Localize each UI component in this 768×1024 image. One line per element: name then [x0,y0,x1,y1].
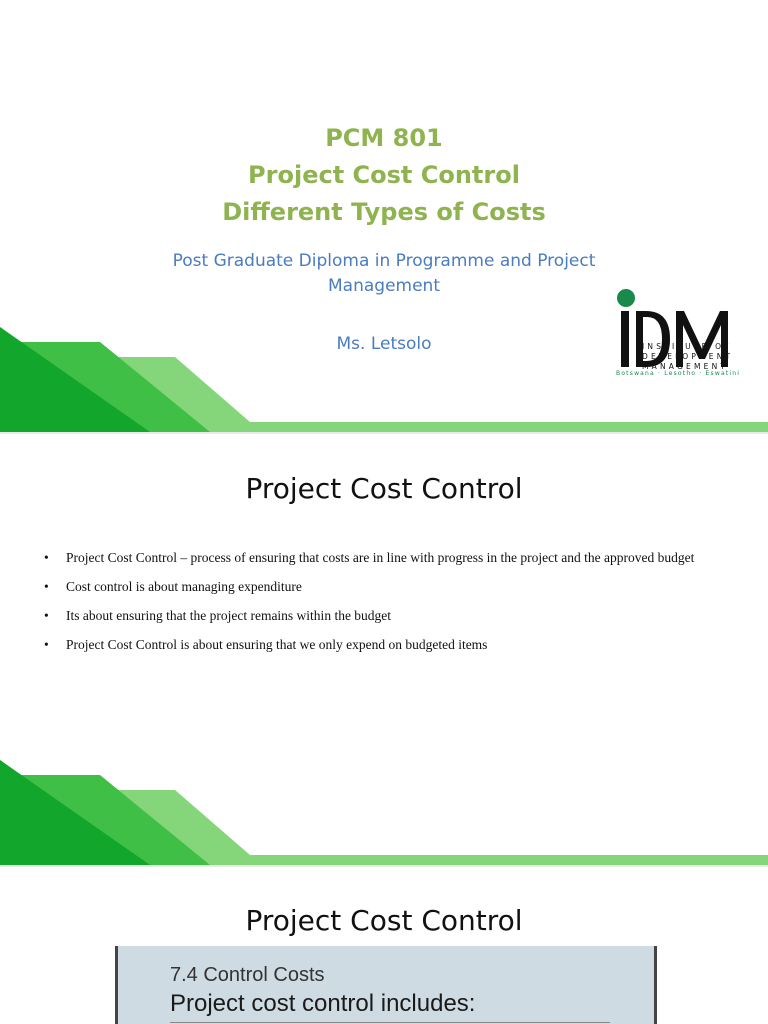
list-item [44,631,724,658]
bullet-text: Its about ensuring that the project remains within the budget [66,608,392,623]
course-code: PCM 801 [325,124,443,152]
list-item [44,544,724,571]
presenter-name: Ms. Letsolo [336,334,432,354]
bullet-icon: • [44,637,49,652]
bullet-text: Project Cost Control is about ensuring that we only expend on budgeted items [66,637,488,652]
bullet-list [44,544,724,660]
slide-title: Project Cost Control [245,904,523,937]
logo-line-3: MANAGEMENT [642,362,729,371]
list-item [44,573,724,600]
course-title: Project Cost Control [248,161,520,189]
green-decoration [0,322,768,432]
content-slide-partial [0,867,768,1024]
bullet-icon: • [44,608,49,623]
list-item [44,602,724,629]
green-decoration [0,755,768,865]
bullet-icon: • [44,579,49,594]
embedded-divider [170,1022,610,1023]
lecture-title: Different Types of Costs [222,198,546,226]
slide-title: Project Cost Control [245,472,523,505]
embedded-screenshot [115,946,657,1024]
bullet-text: Project Cost Control – process of ensuring that costs are in line with progress in the project and the approved budget [66,550,695,565]
bullet-icon: • [44,550,49,565]
bullet-text: Cost control is about managing expenditure [66,579,302,594]
content-slide [0,434,768,865]
embedded-text: Project cost control includes: [170,990,476,1017]
logo-line-2: DEVELOPMENT [642,352,734,361]
logo-line-1: INSTITUTE OF [642,342,732,351]
title-block [0,120,768,231]
logo-tagline: Botswana · Lesotho · Eswatini [616,370,741,377]
programme-subtitle: Post Graduate Diploma in Programme and Project Management [172,251,596,296]
embedded-heading: 7.4 Control Costs [170,964,325,986]
title-slide [0,0,768,432]
